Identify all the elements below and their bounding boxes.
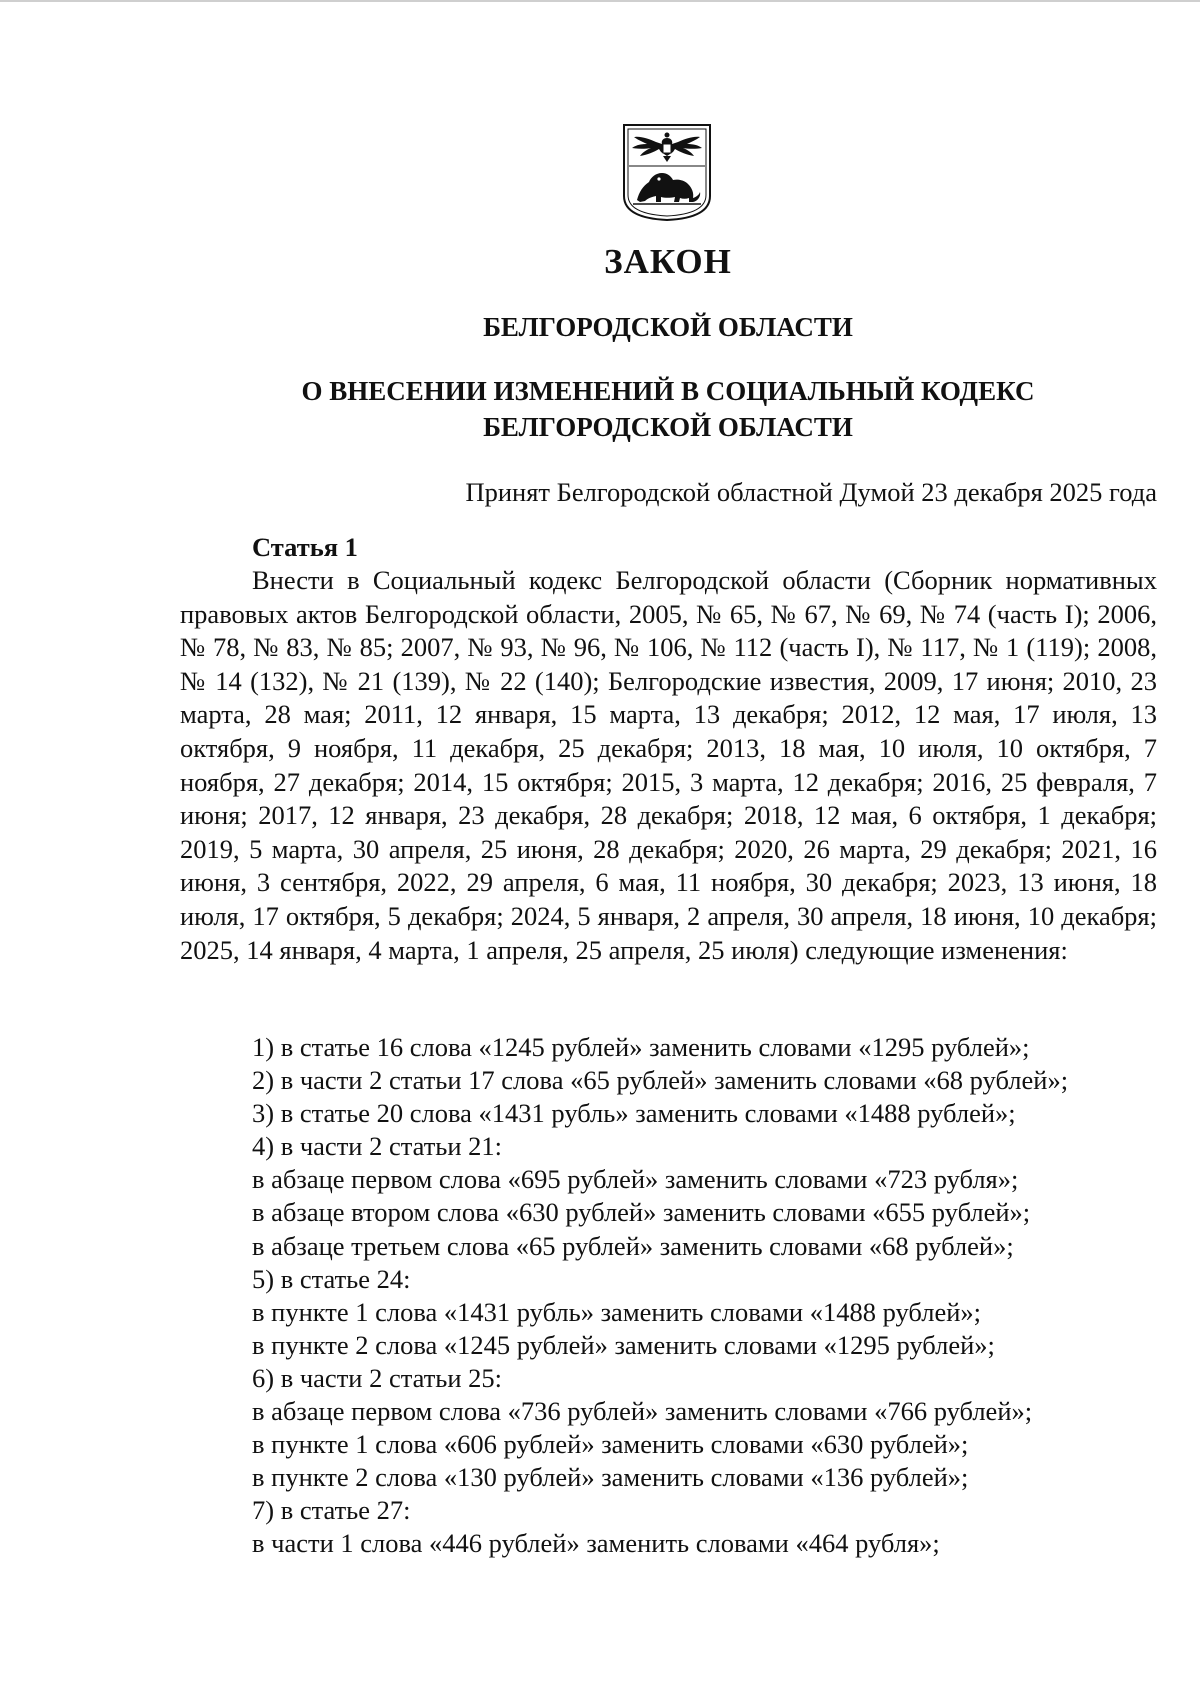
amendment-item: 7) в статье 27: (252, 1495, 411, 1526)
scan-top-edge (0, 0, 1200, 2)
amendment-item: 3) в статье 20 слова «1431 рубль» заменить словами «1488 рублей»; (252, 1098, 1016, 1129)
amendment-item: в части 1 слова «446 рублей» заменить словами «464 рубля»; (252, 1528, 940, 1559)
amendment-item: 1) в статье 16 слова «1245 рублей» заменить словами «1295 рублей»; (252, 1032, 1030, 1062)
amendment-item: в пункте 2 слова «130 рублей» заменить словами «136 рублей»; (252, 1462, 969, 1493)
coat-of-arms-icon (621, 122, 713, 222)
amendment-item: в пункте 1 слова «1431 рубль» заменить словами «1488 рублей»; (252, 1296, 982, 1327)
amendment-item: в абзаце первом слова «736 рублей» заменить словами «766 рублей»; (252, 1396, 1033, 1427)
law-region: БЕЛГОРОДСКОЙ ОБЛАСТИ (483, 312, 853, 342)
amendment-item: 2) в части 2 статьи 17 слова «65 рублей» заменить словами «68 рублей»; (252, 1065, 1069, 1096)
law-title: ЗАКОН (604, 242, 732, 281)
amendment-item: в абзаце втором слова «630 рублей» заменить словами «655 рублей»; (252, 1197, 1031, 1228)
adoption-note: Принят Белгородской областной Думой 23 декабря 2025 года (465, 477, 1157, 507)
amendment-item: в абзаце первом слова «695 рублей» заменить словами «723 рубля»; (252, 1164, 1019, 1195)
law-subject-line: О ВНЕСЕНИИ ИЗМЕНЕНИЙ В СОЦИАЛЬНЫЙ КОДЕКС (301, 376, 1035, 406)
amendment-item: 6) в части 2 статьи 25: (252, 1362, 503, 1393)
amendment-item: 4) в части 2 статьи 21: (252, 1131, 503, 1162)
law-subject (0, 373, 1200, 445)
amendment-item: 5) в статье 24: (252, 1263, 411, 1294)
article-intro: Внести в Социальный кодекс Белгородской области (Сборник нормативных правовых актов Белгородской области, 2005, № 65, № 67, № 69, № 74 (часть I); 2006, № 78, № 83, № 85; 2007, № 93, № 96, № 106, № 112 (часть I), № 117, № 1 (119); 2008, № 14 (132), № 21 (139), № 22 (140); Белгородские известия, 2009, 17 июня; 2010, 23 марта, 28 мая; 2011, 12 января, 15 марта, 13 декабря; 2012, 12 мая, 17 июля, 13 октября, 9 ноября, 11 декабря, 25 декабря; 2013, 18 мая, 10 июля, 10 октября, 7 ноября, 27 декабря; 2014, 15 октября; 2015, 3 марта, 12 декабря; 2016, 25 февраля, 7 июня; 2017, 12 января, 23 декабря, 28 декабря; 2018, 12 мая, 6 октября, 1 декабря; 2019, 5 марта, 30 апреля, 25 июня, 28 декабря; 2020, 26 марта, 29 декабря; 2021, 16 июня, 3 сентября, 2022, 29 апреля, 6 мая, 11 ноября, 30 декабря; 2023, 13 июня, 18 июля, 17 октября, 5 декабря; 2024, 5 января, 2 апреля, 30 апреля, 18 июня, 10 декабря; 2025, 14 января, 4 марта, 1 апреля, 25 апреля, 25 июля) следующие изменения: (180, 565, 1157, 965)
article-heading: Статья 1 (252, 532, 358, 562)
amendment-item: в абзаце третьем слова «65 рублей» заменить словами «68 рублей»; (252, 1230, 1014, 1261)
amendment-list (252, 1031, 1157, 1561)
law-subject-line: БЕЛГОРОДСКОЙ ОБЛАСТИ (483, 412, 853, 442)
amendment-item: в пункте 1 слова «606 рублей» заменить словами «630 рублей»; (252, 1429, 969, 1460)
amendment-item: в пункте 2 слова «1245 рублей» заменить словами «1295 рублей»; (252, 1329, 995, 1360)
